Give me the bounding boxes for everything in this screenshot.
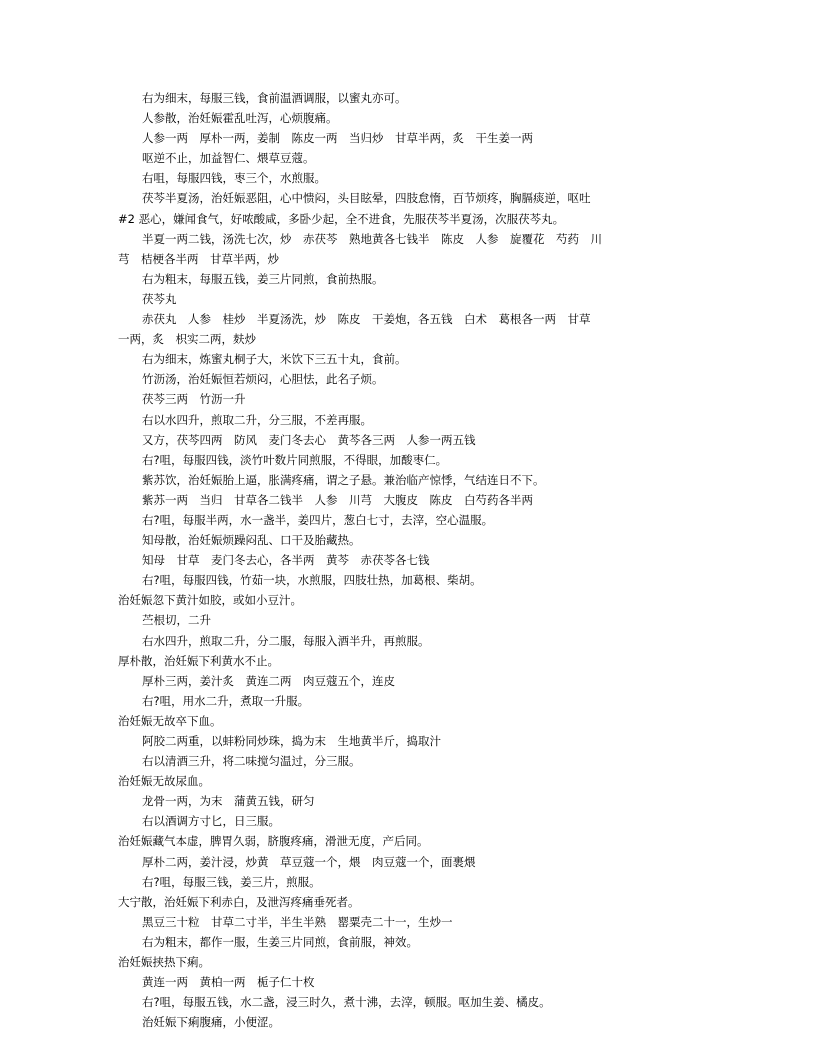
- text-line: 芎 桔梗各半两 甘草半两，炒: [118, 251, 279, 266]
- text-line: 右?咀，每服三钱，姜三片，煎服。: [142, 874, 321, 889]
- text-line: 竹沥汤，治妊娠恒若烦闷，心胆怯，此名子烦。: [142, 372, 384, 387]
- text-line: 黄连一两 黄柏一两 栀子仁十枚: [142, 975, 315, 990]
- text-line: 右以酒调方寸匕，日三服。: [142, 814, 280, 829]
- text-line: 厚朴二两，姜汁浸，炒黄 草豆蔻一个，煨 肉豆蔻一个，面裹煨: [142, 854, 476, 869]
- text-line: 厚朴三两，姜汁炙 黄连二两 肉豆蔻五个，连皮: [142, 673, 395, 688]
- text-line: 右?咀，每服四钱，竹茹一块，水煎服，四肢壮热，加葛根、柴胡。: [142, 573, 482, 588]
- text-line: 阿胶二两重，以蚌粉同炒珠，捣为末 生地黄半斤，捣取汁: [142, 734, 441, 748]
- text-line: 人参一两 厚朴一两，姜制 陈皮一两 当归炒 甘草半两，炙 干生姜一两: [142, 131, 533, 146]
- text-line: 呕逆不止，加益智仁、煨草豆蔻。: [142, 151, 315, 166]
- text-line: 茯芩半夏汤，治妊娠恶阻，心中愦闷，头目眩晕，四肢怠惰，百节烦疼，胸膈痰逆，呕吐: [142, 191, 591, 206]
- text-line: #2 恶心，嫌闻食气，好哝酸咸，多卧少起，全不进食，先服茯芩半夏汤，次服茯芩丸。: [118, 211, 565, 226]
- document-body: [118, 88, 698, 1032]
- text-line: 知母散，治妊娠烦躁闷乱、口干及胎藏热。: [142, 533, 361, 548]
- text-line: 紫苏一两 当归 甘草各二钱半 人参 川芎 大腹皮 陈皮 白芍药各半两: [142, 492, 533, 507]
- text-line: 半夏一两二钱，汤洗七次，炒 赤茯芩 熟地黄各七钱半 陈皮 人参 旋覆花 芍药 川: [142, 231, 602, 246]
- text-line: 苎根切，二升: [142, 613, 211, 628]
- text-line: 治妊娠挟热下痢。: [118, 955, 210, 970]
- text-line: 右?咀，用水二升，煮取一升服。: [142, 693, 310, 708]
- text-line: 治妊娠无故卒下血。: [118, 713, 222, 728]
- text-line: 右?咀，每服半两，水一盏半，姜四片，葱白七寸，去滓，空心温服。: [142, 512, 494, 527]
- text-line: 知母 甘草 麦门冬去心，各半两 黄芩 赤茯苓各七钱: [142, 553, 430, 568]
- text-line: 治妊娠下痢腹痛，小便涩。: [142, 1015, 280, 1030]
- text-line: 右?咀，每服四钱，淡竹叶数片同煎服，不得眼，加酸枣仁。: [142, 452, 448, 467]
- text-line: 右咀，每服四钱，枣三个，水煎服。: [142, 171, 326, 186]
- text-line: 右为粗末，每服五钱，姜三片同煎，食前热服。: [142, 271, 384, 286]
- text-line: 治妊娠无故尿血。: [118, 774, 210, 789]
- text-line: 右为粗末，都作一服，生姜三片同煎，食前服，神效。: [142, 934, 418, 949]
- text-line: 龙骨一两，为末 蒲黄五钱，研匀: [142, 794, 315, 809]
- text-line: 治妊娠藏气本虚，脾胃久弱，脐腹疼痛，滑泄无度，产后同。: [118, 834, 429, 849]
- text-line: 右为细末，每服三钱，食前温酒调服，以蜜丸亦可。: [142, 91, 407, 105]
- text-line: 治妊娠忽下黄汁如胶，或如小豆汁。: [118, 593, 302, 608]
- text-line: 右水四升，煎取二升，分二服，每服入酒半升，再煎服。: [142, 633, 430, 648]
- text-line: 紫苏饮，治妊娠胎上逼，胀满疼痛，谓之子悬。兼治临产惊悸，气结连日不下。: [142, 472, 545, 487]
- text-line: 又方，茯芩四两 防风 麦门冬去心 黄芩各三两 人参一两五钱: [142, 432, 476, 447]
- text-line: 一两，炙 枳实二两，麸炒: [118, 332, 256, 347]
- text-line: 人参散，治妊娠霍乱吐泻，心烦腹痛。: [142, 111, 338, 126]
- text-line: 右以水四升，煎取二升，分三服，不差再服。: [142, 412, 372, 427]
- text-line: 茯芩三两 竹沥一升: [142, 392, 246, 407]
- text-line: 右以清酒三升，将二味搅匀温过，分三服。: [142, 754, 361, 769]
- text-line: 大宁散，治妊娠下利赤白，及泄泻疼痛垂死者。: [118, 894, 360, 909]
- text-line: 厚朴散，治妊娠下利黄水不止。: [118, 653, 279, 668]
- text-line: 茯芩丸: [142, 291, 177, 306]
- text-line: 黑豆三十粒 甘草二寸半，半生半熟 罂粟壳二十一，生炒一: [142, 914, 453, 929]
- text-line: 赤茯丸 人参 桂炒 半夏汤洗，炒 陈皮 干姜炮，各五钱 白术 葛根各一两 甘草: [142, 312, 591, 327]
- text-line: 右为细末，炼蜜丸桐子大，米饮下三五十丸，食前。: [142, 352, 407, 367]
- text-line: 右?咀，每服五钱，水二盏，浸三时久，煮十沸，去滓，顿服。呕加生姜、橘皮。: [142, 995, 551, 1010]
